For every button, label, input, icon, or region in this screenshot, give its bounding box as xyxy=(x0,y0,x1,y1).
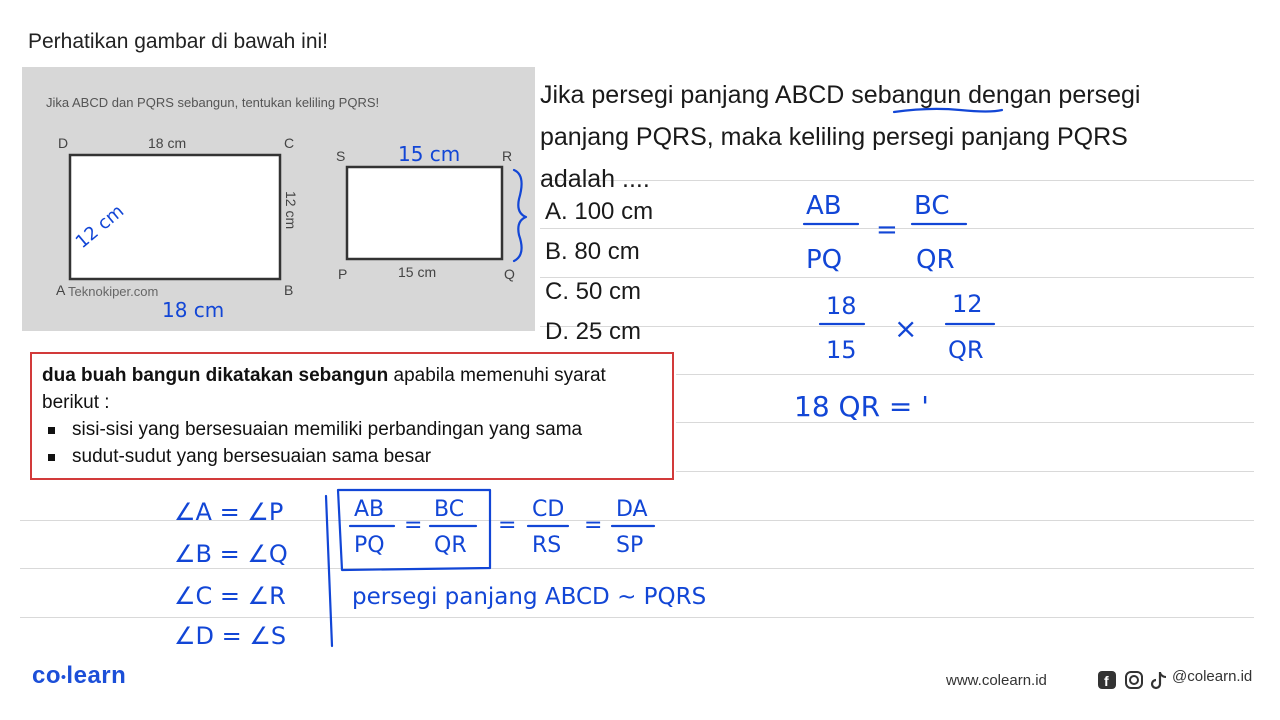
figure-instruction: Jika ABCD dan PQRS sebangun, tentukan keliling PQRS! xyxy=(46,95,380,110)
underline-mark xyxy=(890,104,1010,118)
similarity-statement: persegi panjang ABCD ~ PQRS xyxy=(352,584,707,610)
vertex-a: A xyxy=(56,282,66,298)
logo-dot: • xyxy=(61,668,67,685)
chain-num: CD xyxy=(532,497,565,522)
pqrs-bottom-length: 15 cm xyxy=(398,264,437,280)
chain-den: PQ xyxy=(354,533,385,558)
option-letter: A. xyxy=(545,198,568,225)
list-item: sisi-sisi yang bersesuaian memiliki perbandingan yang sama xyxy=(42,416,662,443)
vertex-r: R xyxy=(502,148,513,164)
handwritten-pqrs-top: 15 cm xyxy=(398,142,461,166)
rectangle-pqrs xyxy=(347,167,502,259)
chain-den: QR xyxy=(434,533,467,558)
calc2-denominator: QR xyxy=(948,336,984,364)
chain-den: RS xyxy=(532,533,562,558)
definition-list xyxy=(42,416,662,470)
brace-mark xyxy=(514,170,526,261)
facebook-icon[interactable] xyxy=(1097,670,1117,695)
option-text: 100 cm xyxy=(574,198,654,225)
figure-drawing xyxy=(22,67,535,331)
option-d[interactable] xyxy=(545,318,641,346)
calc2-numerator: 12 xyxy=(952,290,983,318)
vertex-q: Q xyxy=(504,266,515,282)
question-line-2: panjang PQRS, maka keliling persegi panjang PQRS xyxy=(540,123,1128,151)
equals-sign: = xyxy=(404,513,423,538)
option-b[interactable] xyxy=(545,238,640,266)
equals-sign: = xyxy=(876,215,898,245)
equation-line: 18 QR = ' xyxy=(794,390,929,423)
watermark: Teknokiper.com xyxy=(68,284,159,299)
vertex-c: C xyxy=(284,135,295,151)
ratio2-denominator: QR xyxy=(916,245,955,275)
definition-box xyxy=(30,352,674,480)
svg-text:f: f xyxy=(1104,673,1109,689)
definition-bold: dua buah bangun dikatakan sebangun xyxy=(42,365,389,386)
instagram-icon[interactable] xyxy=(1124,670,1144,695)
option-letter: D. xyxy=(545,318,569,345)
option-letter: C. xyxy=(545,278,569,305)
angle-line: ∠A = ∠P xyxy=(174,498,284,526)
chain-den: SP xyxy=(616,533,644,558)
handwritten-abcd-left: 12 cm xyxy=(71,200,129,253)
option-text: 50 cm xyxy=(575,278,642,305)
chain-num: BC xyxy=(434,497,465,522)
angle-line: ∠C = ∠R xyxy=(174,582,286,610)
page-heading: Perhatikan gambar di bawah ini! xyxy=(28,30,329,53)
handwritten-working xyxy=(780,180,1040,440)
option-text: 80 cm xyxy=(574,238,640,265)
footer-url[interactable]: www.colearn.id xyxy=(946,672,1047,689)
ratio1-numerator: AB xyxy=(806,191,842,221)
ruled-line xyxy=(676,471,1254,472)
divider-stroke xyxy=(326,496,332,646)
ratio2-numerator: BC xyxy=(914,191,950,221)
ratio1-denominator: PQ xyxy=(806,245,843,275)
logo-part: co xyxy=(32,662,62,689)
abcd-right-length: 12 cm xyxy=(283,191,299,230)
handwritten-similarity xyxy=(160,486,780,656)
angle-line: ∠D = ∠S xyxy=(174,622,287,650)
option-c[interactable] xyxy=(545,278,641,306)
chain-num: AB xyxy=(354,497,385,522)
vertex-s: S xyxy=(336,148,346,164)
option-text: 25 cm xyxy=(575,318,642,345)
calc1-denominator: 15 xyxy=(826,336,857,364)
calc1-numerator: 18 xyxy=(826,292,857,320)
definition-rest: apabila memenuhi syarat berikut : xyxy=(42,365,606,413)
tiktok-icon[interactable] xyxy=(1150,670,1168,695)
question-line-1: Jika persegi panjang ABCD sebangun dengan persegi xyxy=(540,81,1141,109)
social-handle[interactable]: @colearn.id xyxy=(1172,668,1253,685)
equals-sign: = xyxy=(498,513,517,538)
handwritten-abcd-bottom: 18 cm xyxy=(162,298,225,322)
logo-part: learn xyxy=(66,662,127,689)
chain-num: DA xyxy=(616,497,648,522)
equals-cross: × xyxy=(894,312,918,345)
definition-text xyxy=(42,362,662,416)
colearn-logo xyxy=(32,662,126,690)
option-letter: B. xyxy=(545,238,568,265)
problem-figure xyxy=(22,67,535,331)
question-line-3: adalah .... xyxy=(540,165,650,193)
vertex-b: B xyxy=(284,282,294,298)
option-a[interactable] xyxy=(545,198,653,226)
angle-line: ∠B = ∠Q xyxy=(174,540,288,568)
vertex-d: D xyxy=(58,135,69,151)
list-item: sudut-sudut yang bersesuaian sama besar xyxy=(42,443,662,470)
vertex-p: P xyxy=(338,266,348,282)
equals-sign: = xyxy=(584,513,603,538)
abcd-top-length: 18 cm xyxy=(148,135,187,151)
